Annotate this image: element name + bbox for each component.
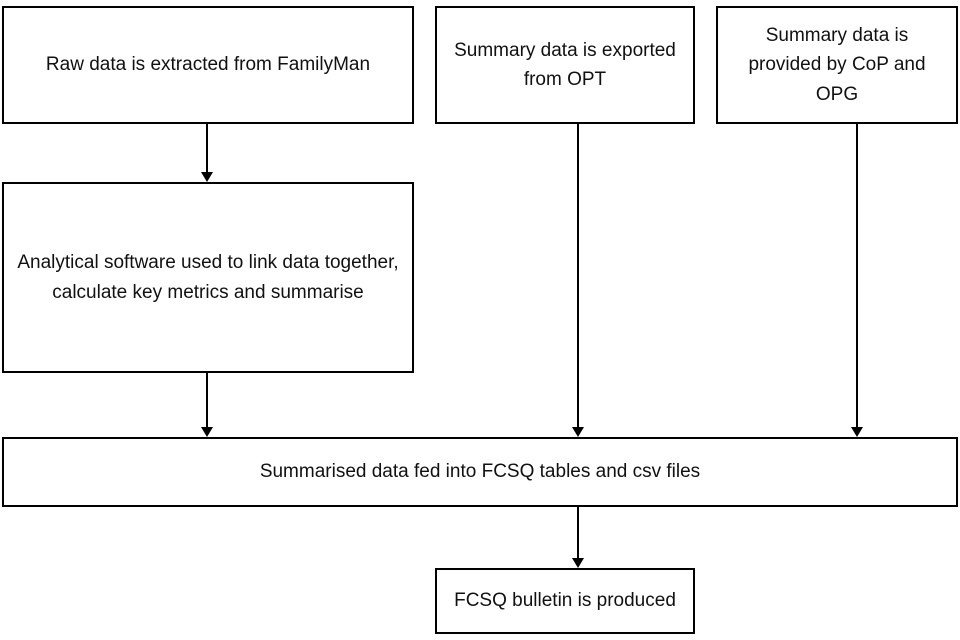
arrow-shaft <box>856 124 858 427</box>
flow-node-fcsq-bulletin-label: FCSQ bulletin is produced <box>454 590 676 612</box>
flow-node-raw-data-label: Raw data is extracted from FamilyMan <box>45 54 371 76</box>
flow-node-fcsq-bulletin <box>435 568 695 634</box>
flow-node-cop-opg-label: Summary data is provided by CoP and OPG <box>748 24 926 105</box>
flow-node-opt-export <box>435 6 695 124</box>
arrow-raw-to-analytical-icon <box>195 124 219 182</box>
flow-node-cop-opg <box>716 6 958 124</box>
arrow-shaft <box>206 124 208 172</box>
arrow-head <box>201 427 213 437</box>
arrow-head <box>572 558 584 568</box>
flow-node-analytical-software <box>2 182 414 373</box>
flow-node-analytical-software-label: Analytical software used to link data together, calculate key metrics and summarise <box>17 252 399 303</box>
arrow-opt-to-summarised-icon <box>566 124 590 437</box>
arrow-cop-to-summarised-icon <box>845 124 869 437</box>
arrow-summarised-to-bulletin-icon <box>566 507 590 568</box>
arrow-analytical-to-summarised-icon <box>195 373 219 437</box>
arrow-shaft <box>577 507 579 558</box>
arrow-head <box>201 172 213 182</box>
arrow-head <box>572 427 584 437</box>
arrow-head <box>851 427 863 437</box>
flow-node-opt-export-label: Summary data is exported from OPT <box>454 39 676 90</box>
arrow-shaft <box>577 124 579 427</box>
flow-node-summarised-data-label: Summarised data fed into FCSQ tables and csv files <box>259 461 701 483</box>
arrow-shaft <box>206 373 208 427</box>
flow-node-raw-data <box>2 6 414 124</box>
flow-node-summarised-data <box>2 437 958 507</box>
